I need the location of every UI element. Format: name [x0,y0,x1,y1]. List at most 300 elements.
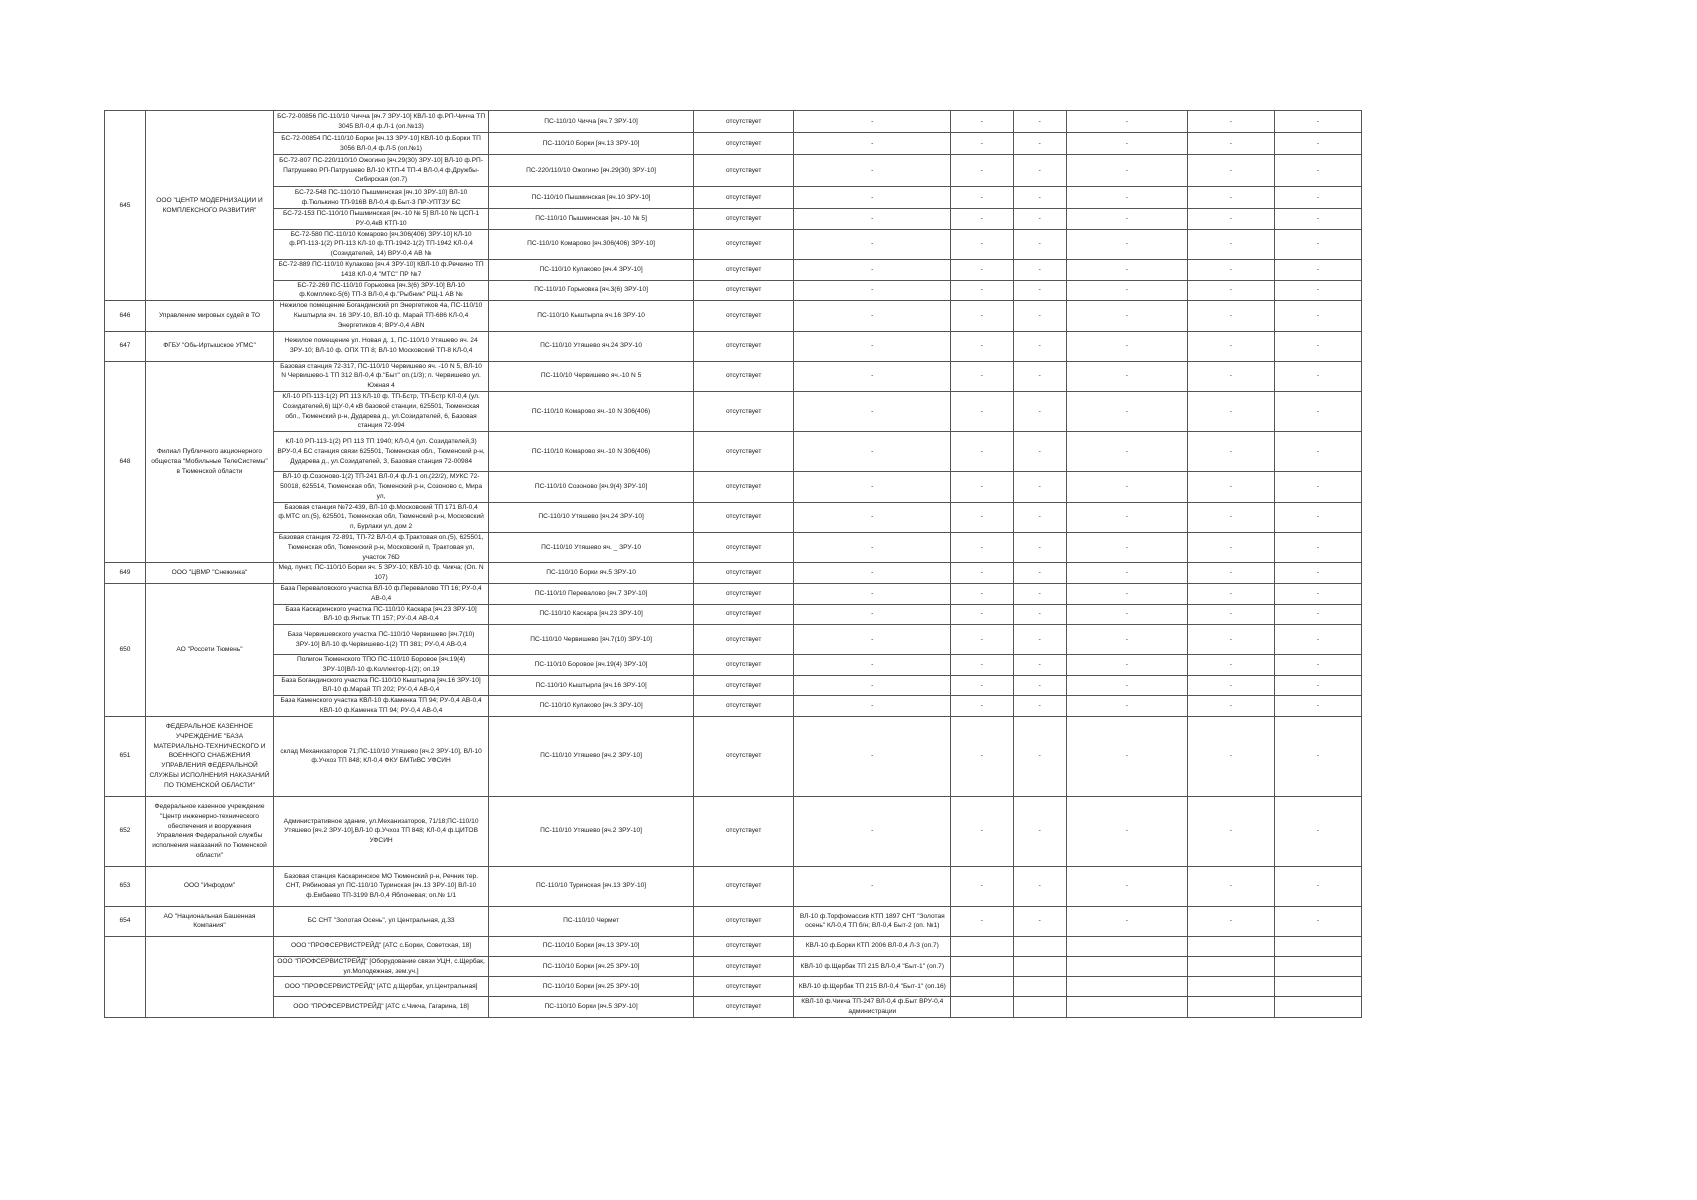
object-cell: Базовая станция 72-317, ПС-110/10 Червишево яч. -10 N 5, ВЛ-10 N Червишево-1 ТП 312 ВЛ-0,4 ф."Быт" оп.(1/3); п. Червишево ул. Южная 4 [274,361,489,391]
group-number-cell: 654 [105,906,146,936]
group-number-cell: 650 [105,583,146,716]
dash-cell: - [951,675,1013,696]
dash-cell: - [1187,866,1274,906]
group-number-cell: 648 [105,361,146,563]
status-cell: отсутствует [694,155,794,187]
substation-cell: ПС-110/10 Борки [яч.5 ЗРУ-10] [489,997,694,1018]
dash-cell: - [951,472,1013,502]
substation-cell: ПС-110/10 Пышминская [яч.-10 № 5] [489,209,694,230]
status-cell: отсутствует [694,936,794,956]
line-cell: - [794,655,951,676]
substation-cell: ПС-110/10 Борки [яч.13 ЗРУ-10] [489,133,694,155]
dash-cell: - [951,696,1013,717]
dash-cell: - [1274,209,1361,230]
status-cell: отсутствует [694,502,794,532]
table-row [105,696,1362,717]
organization-cell: ООО "ЦЕНТР МОДЕРНИЗАЦИИ И КОМПЛЕКСНОГО РАЗВИТИЯ" [145,111,273,301]
line-cell: - [794,111,951,133]
status-cell: отсутствует [694,866,794,906]
dash-cell [1013,997,1066,1018]
line-cell: - [794,563,951,584]
line-cell: - [794,432,951,472]
dash-cell: - [951,563,1013,584]
table-row [105,936,1362,956]
group-number-cell [105,936,146,1017]
substation-cell: ПС-110/10 Утяшево яч. _ ЗРУ-10 [489,532,694,562]
object-cell: БС-72-00856 ПС-110/10 Чичча [яч.7 ЗРУ-10] КВЛ-10 ф.РП-Чичча ТП 3045 ВЛ-0,4 ф.Л-1 (оп.№13) [274,111,489,133]
dash-cell: - [1013,866,1066,906]
dash-cell: - [1187,229,1274,259]
dash-cell: - [1187,502,1274,532]
object-cell: Базовая станция Каскаринское МО Тюменский р-н, Речник тер. СНТ, Рябиновая ул ПС-110/10 Туринская [яч.13 ЗРУ-10] ВЛ-10 ф.Ембаево ТП-3199 ВЛ-0,4 Яблоневая; оп.№ 1/1 [274,866,489,906]
status-cell: отсутствует [694,696,794,717]
dash-cell: - [1274,187,1361,209]
dash-cell: - [1013,187,1066,209]
dash-cell [1066,956,1187,977]
dash-cell: - [1187,655,1274,676]
dash-cell: - [1187,391,1274,431]
dash-cell [1013,956,1066,977]
table-row [105,675,1362,696]
dash-cell: - [951,866,1013,906]
dash-cell: - [1274,301,1361,331]
dash-cell: - [1066,532,1187,562]
dash-cell: - [1066,432,1187,472]
dash-cell: - [1013,432,1066,472]
dash-cell: - [1013,361,1066,391]
substation-cell: ПС-110/10 Червишево [яч.7(10) ЗРУ-10] [489,625,694,655]
dash-cell: - [1066,280,1187,301]
dash-cell: - [951,906,1013,936]
line-cell: - [794,866,951,906]
line-cell: - [794,472,951,502]
status-cell: отсутствует [694,187,794,209]
dash-cell: - [1066,696,1187,717]
dash-cell: - [1187,796,1274,866]
dash-cell [1066,977,1187,997]
dash-cell: - [1066,155,1187,187]
organization-cell: АО "Россети Тюмень" [145,583,273,716]
organization-cell: Федеральное казенное учреждение "Центр инженерно-технического обеспечения и вооружения Управления Федеральной службы исполнения наказаний по Тюменской области" [145,796,273,866]
status-cell: отсутствует [694,563,794,584]
substation-cell: ПС-110/10 Боровое [яч.19(4) ЗРУ-10] [489,655,694,676]
object-cell: База Каменского участка КВЛ-10 ф.Каменка ТП 94; РУ-0,4 АВ-0,4 КВЛ-10 ф.Каменка ТП 94; РУ-0,4 АВ-0,4 [274,696,489,717]
dash-cell: - [1013,532,1066,562]
dash-cell: - [1066,716,1187,796]
table-row [105,604,1362,625]
dash-cell: - [1066,361,1187,391]
dash-cell: - [1187,432,1274,472]
status-cell: отсутствует [694,133,794,155]
group-number-cell: 651 [105,716,146,796]
substation-cell: ПС-110/10 Пышминская [яч.10 ЗРУ-10] [489,187,694,209]
organization-cell [145,936,273,1017]
dash-cell: - [1013,675,1066,696]
table-row [105,583,1362,604]
dash-cell: - [951,604,1013,625]
object-cell: База Переваловского участка ВЛ-10 ф.Перевалово ТП 16; РУ-0,4 АВ-0,4 [274,583,489,604]
group-number-cell: 653 [105,866,146,906]
dash-cell: - [1187,361,1274,391]
table-row [105,532,1362,562]
dash-cell: - [1187,675,1274,696]
dash-cell: - [1013,563,1066,584]
status-cell: отсутствует [694,331,794,361]
substation-cell: ПС-110/10 Комарово [яч.306(406) ЗРУ-10] [489,229,694,259]
status-cell: отсутствует [694,604,794,625]
object-cell: склад Механизаторов 71;ПС-110/10 Утяшево [яч.2 ЗРУ-10], ВЛ-10 ф.Учхоз ТП 848; КЛ-0,4 ФКУ БМТиВС УФСИН [274,716,489,796]
dash-cell: - [1187,906,1274,936]
substation-cell: ПС-110/10 Утяшево [яч.2 ЗРУ-10] [489,796,694,866]
status-cell: отсутствует [694,391,794,431]
substation-cell: ПС-110/10 Кыштырла [яч.16 ЗРУ-10] [489,675,694,696]
dash-cell [1274,956,1361,977]
object-cell: БС-72-269 ПС-110/10 Горьковка [яч.3(6) ЗРУ-10] ВЛ-10 ф.Комплекс-5(6) ТП-3 ВЛ-0,4 ф."Рыбник" РЩ-1 АВ № [274,280,489,301]
dash-cell: - [1066,502,1187,532]
substation-cell: ПС-110/10 Чичча [яч.7 ЗРУ-10] [489,111,694,133]
line-cell: - [794,229,951,259]
dash-cell: - [1013,259,1066,280]
substation-cell: ПС-110/10 Чермет [489,906,694,936]
table-row [105,625,1362,655]
table-row [105,259,1362,280]
line-cell: - [794,796,951,866]
table-row [105,432,1362,472]
object-cell: БС-72-548 ПС-110/10 Пышминская [яч.10 ЗРУ-10] ВЛ-10 ф.Тюлькино ТП-916В ВЛ-0,4 ф.Быт-3 ПР-УПТЗУ БС [274,187,489,209]
dash-cell: - [1013,111,1066,133]
substation-cell: ПС-110/10 Борки [яч.25 ЗРУ-10] [489,977,694,997]
organization-cell: ФГБУ "Обь-Иртышское УГМС" [145,331,273,361]
dash-cell: - [1013,583,1066,604]
object-cell: БС СНТ "Золотая Осень", ул Центральная, д.33 [274,906,489,936]
dash-cell: - [1274,625,1361,655]
table-row [105,361,1362,391]
dash-cell: - [1274,432,1361,472]
substation-cell: ПС-110/10 Созоново [яч.9(4) ЗРУ-10] [489,472,694,502]
status-cell: отсутствует [694,906,794,936]
dash-cell: - [1066,563,1187,584]
dash-cell: - [1066,796,1187,866]
table-row [105,716,1362,796]
dash-cell: - [1066,472,1187,502]
dash-cell: - [951,625,1013,655]
dash-cell: - [1013,604,1066,625]
status-cell: отсутствует [694,796,794,866]
dash-cell: - [1274,532,1361,562]
status-cell: отсутствует [694,977,794,997]
group-number-cell: 649 [105,563,146,584]
dash-cell: - [1274,583,1361,604]
status-cell: отсутствует [694,472,794,502]
table-row [105,187,1362,209]
line-cell: - [794,133,951,155]
registry-table [104,110,1362,1018]
dash-cell: - [1066,906,1187,936]
dash-cell: - [1066,111,1187,133]
dash-cell: - [1274,675,1361,696]
dash-cell: - [1187,133,1274,155]
dash-cell: - [951,532,1013,562]
organization-cell: ООО "ЦВМР "Снежинка" [145,563,273,584]
object-cell: ООО "ПРОФСЕРВИСТРЕЙД" [АТС с.Борки, Советская, 18] [274,936,489,956]
dash-cell: - [1187,111,1274,133]
dash-cell: - [1187,583,1274,604]
line-cell: - [794,187,951,209]
table-row [105,133,1362,155]
line-cell: - [794,532,951,562]
line-cell: КВЛ-10 ф.Борки КТП 2006 ВЛ-0,4 Л-3 (оп.7) [794,936,951,956]
dash-cell: - [1274,472,1361,502]
dash-cell: - [951,301,1013,331]
status-cell: отсутствует [694,259,794,280]
dash-cell: - [1066,187,1187,209]
table-row [105,956,1362,977]
substation-cell: ПС-110/10 Кулаково [яч.4 ЗРУ-10] [489,259,694,280]
dash-cell [1013,936,1066,956]
object-cell: Базовая станция №72-439, ВЛ-10 ф.Московский ТП 171 ВЛ-0,4 ф.МТС оп.(5), 625501, Тюменская обл, Тюменский р-н, Московский п, Бурлаки ул, дом 2 [274,502,489,532]
table-row [105,502,1362,532]
line-cell: - [794,259,951,280]
dash-cell: - [1274,133,1361,155]
dash-cell: - [1274,155,1361,187]
dash-cell: - [1013,906,1066,936]
dash-cell: - [951,583,1013,604]
dash-cell: - [1066,866,1187,906]
object-cell: ООО "ПРОФСЕРВИСТРЕЙД" [АТС д.Щербак, ул.Центральная] [274,977,489,997]
dash-cell: - [1187,716,1274,796]
dash-cell: - [1274,716,1361,796]
dash-cell [1013,977,1066,997]
dash-cell [951,936,1013,956]
line-cell: - [794,583,951,604]
organization-cell: Филиал Публичного акционерного общества "Мобильные ТелеСистемы" в Тюменской области [145,361,273,563]
table-row [105,563,1362,584]
object-cell: ВЛ-10 ф.Созоново-1(2) ТП-241 ВЛ-0,4 ф.Л-1 оп.(22/2), МУКС 72-50018, 625514, Тюменская обл, Тюменский р-н, Созоново с, Мира ул, [274,472,489,502]
table-row [105,655,1362,676]
line-cell: - [794,361,951,391]
dash-cell: - [1013,209,1066,230]
substation-cell: ПС-110/10 Кулаково [яч.3 ЗРУ-10] [489,696,694,717]
dash-cell: - [951,155,1013,187]
dash-cell: - [951,432,1013,472]
dash-cell: - [951,655,1013,676]
substation-cell: ПС-110/10 Комарово яч.-10 N 306(406) [489,391,694,431]
object-cell: КЛ-10 РП-113-1(2) РП 113 ТП 1940; КЛ-0,4 (ул. Созидателей,3) ВРУ-0,4 БС станция связи 625501, Тюменская обл., Тюменский р-н, Дударева д., ул.Созидателей, 3, Базовая станция 72-00984 [274,432,489,472]
substation-cell: ПС-110/10 Перевалово [яч.7 ЗРУ-10] [489,583,694,604]
dash-cell [951,977,1013,997]
substation-cell: ПС-110/10 Червишево яч.-10 N 5 [489,361,694,391]
dash-cell: - [1187,155,1274,187]
dash-cell: - [951,280,1013,301]
dash-cell: - [951,331,1013,361]
table-row [105,301,1362,331]
line-cell: - [794,625,951,655]
status-cell: отсутствует [694,655,794,676]
dash-cell [1274,936,1361,956]
dash-cell: - [951,361,1013,391]
line-cell: - [794,301,951,331]
dash-cell [1066,936,1187,956]
line-cell: - [794,209,951,230]
substation-cell: ПС-110/10 Горьковка [яч.3(6) ЗРУ-10] [489,280,694,301]
status-cell: отсутствует [694,583,794,604]
table-body [105,111,1362,1018]
dash-cell [1066,997,1187,1018]
dash-cell: - [1013,229,1066,259]
dash-cell: - [1187,301,1274,331]
dash-cell [1187,956,1274,977]
dash-cell: - [1066,301,1187,331]
line-cell: - [794,331,951,361]
dash-cell [951,997,1013,1018]
group-number-cell: 647 [105,331,146,361]
dash-cell [1187,997,1274,1018]
dash-cell: - [1274,280,1361,301]
object-cell: Базовая станция 72-891, ТП-72 ВЛ-0,4 ф.Трактовая оп.(5), 625501, Тюменская обл, Тюменский р-н, Московский п, Трактовая ул, участок 76D [274,532,489,562]
dash-cell: - [1066,675,1187,696]
dash-cell: - [1013,133,1066,155]
organization-cell: АО "Национальная Башенная Компания" [145,906,273,936]
line-cell: - [794,716,951,796]
dash-cell: - [951,111,1013,133]
dash-cell [951,956,1013,977]
object-cell: ООО "ПРОФСЕРВИСТРЕЙД" [Оборудование связи УЦН, с.Щербак, ул.Молодежная, зем.уч.] [274,956,489,977]
dash-cell: - [1013,716,1066,796]
status-cell: отсутствует [694,280,794,301]
dash-cell [1274,997,1361,1018]
object-cell: Нежилое помещение Богандинский рп Энергетиков 4а, ПС-110/10 Кыштырла яч. 16 ЗРУ-10, ВЛ-10 ф. Марай ТП-686 КЛ-0,4 Энергетиков 4; ВРУ-0,4 АВN [274,301,489,331]
line-cell: КВЛ-10 ф.Щербак ТП 215 ВЛ-0,4 "Быт-1" (оп.16) [794,977,951,997]
object-cell: КЛ-10 РП-113-1(2) РП 113 КЛ-10 ф. ТП-Бстр, ТП-Бстр КЛ-0,4 (ул. Созидателей,6) ЩУ-0,4 кВ базовой станции, 625501, Тюменская обл., Тюменский р-н, Дударева д., ул.Созидателей, 6, Базовая станция 72-994 [274,391,489,431]
organization-cell: ФЕДЕРАЛЬНОЕ КАЗЕННОЕ УЧРЕЖДЕНИЕ "БАЗА МАТЕРИАЛЬНО-ТЕХНИЧЕСКОГО И ВОЕННОГО СНАБЖЕНИЯ УПРАВЛЕНИЯ ФЕДЕРАЛЬНОЙ СЛУЖБЫ ИСПОЛНЕНИЯ НАКАЗАНИЙ ПО ТЮМЕНСКОЙ ОБЛАСТИ" [145,716,273,796]
line-cell: - [794,696,951,717]
status-cell: отсутствует [694,532,794,562]
dash-cell: - [1274,866,1361,906]
status-cell: отсутствует [694,956,794,977]
line-cell: - [794,502,951,532]
object-cell: БС-72-153 ПС-110/10 Пышминская [яч.-10 № 5] ВЛ-10 № ЦСП-1 РУ-0,4кВ КТП-10 [274,209,489,230]
object-cell: ООО "ПРОФСЕРВИСТРЕЙД" [АТС с.Чикча, Гагарина, 18] [274,997,489,1018]
line-cell: ВЛ-10 ф.Торфомассив КТП 1897 СНТ "Золотая осень" КЛ-0,4 ТП б/н; ВЛ-0,4 Быт-2 (оп. №1) [794,906,951,936]
line-cell: - [794,675,951,696]
dash-cell: - [1187,563,1274,584]
line-cell: КВЛ-10 ф.Чикча ТП-247 ВЛ-0,4 ф.Быт ВРУ-0,4 администрации [794,997,951,1018]
organization-cell: Управление мировых судей в ТО [145,301,273,331]
table-row [105,111,1362,133]
status-cell: отсутствует [694,716,794,796]
dash-cell: - [1187,532,1274,562]
group-number-cell: 646 [105,301,146,331]
dash-cell: - [951,229,1013,259]
object-cell: Административное здание, ул.Механизаторов, 71/18;ПС-110/10 Утяшево [яч.2 ЗРУ-10],ВЛ-10 ф.Учхоз ТП 848; КЛ-0,4 ф.ЦИТОВ УФСИН [274,796,489,866]
dash-cell [1274,977,1361,997]
dash-cell: - [951,187,1013,209]
object-cell: База Червишевского участка ПС-110/10 Червишево [яч.7(10) ЗРУ-10] ВЛ-10 ф.Червишево-1(2) ТП 381; РУ-0,4 АВ-0,4 [274,625,489,655]
status-cell: отсутствует [694,209,794,230]
dash-cell: - [1274,796,1361,866]
substation-cell: ПС-110/10 Борки яч.5 ЗРУ-10 [489,563,694,584]
object-cell: БС-72-00854 ПС-110/10 Борки [яч.13 ЗРУ-10] КВЛ-10 ф.Борки ТП 3056 ВЛ-0,4 ф.Л-5 (оп.№1) [274,133,489,155]
dash-cell: - [1066,625,1187,655]
line-cell: - [794,604,951,625]
object-cell: Мед. пункт, ПС-110/10 Борки яч. 5 ЗРУ-10; КВЛ-10 ф. Чикча; (Оп. N 107) [274,563,489,584]
dash-cell: - [951,391,1013,431]
group-number-cell: 645 [105,111,146,301]
object-cell: База Богандинского участка ПС-110/10 Кыштырла [яч.16 ЗРУ-10] ВЛ-10 ф.Марай ТП 202; РУ-0,4 АВ-0,4 [274,675,489,696]
table-row [105,391,1362,431]
dash-cell: - [1013,472,1066,502]
status-cell: отсутствует [694,432,794,472]
dash-cell: - [1066,331,1187,361]
dash-cell: - [1013,502,1066,532]
dash-cell: - [1187,259,1274,280]
dash-cell: - [1187,625,1274,655]
substation-cell: ПС-110/10 Борки [яч.13 ЗРУ-10] [489,936,694,956]
status-cell: отсутствует [694,997,794,1018]
dash-cell: - [951,796,1013,866]
substation-cell: ПС-110/10 Туринская [яч.13 ЗРУ-10] [489,866,694,906]
dash-cell: - [1274,604,1361,625]
table-row [105,209,1362,230]
dash-cell: - [1274,331,1361,361]
substation-cell: ПС-110/10 Борки [яч.25 ЗРУ-10] [489,956,694,977]
object-cell: Нежилое помещение ул. Новая д. 1, ПС-110/10 Утяшево яч. 24 ЗРУ-10; ВЛ-10 ф. ОПХ ТП 8; ВЛ-10 Московский ТП-8 КЛ-0,4 [274,331,489,361]
dash-cell: - [1274,655,1361,676]
dash-cell: - [1187,604,1274,625]
status-cell: отсутствует [694,625,794,655]
dash-cell: - [1187,331,1274,361]
object-cell: Полигон Тюменского ТПО ПС-110/10 Боровое [яч.19(4) ЗРУ-10]ВЛ-10 ф.Коллектор-1(2); оп.19 [274,655,489,676]
line-cell: - [794,391,951,431]
dash-cell: - [951,716,1013,796]
object-cell: БС-72-889 ПС-110/10 Кулаково [яч.4 ЗРУ-10] КВЛ-10 ф.Речкино ТП 1418 КЛ-0,4 "МТС" ПР №7 [274,259,489,280]
status-cell: отсутствует [694,111,794,133]
dash-cell: - [1187,696,1274,717]
dash-cell: - [1274,111,1361,133]
dash-cell: - [1013,696,1066,717]
dash-cell [1187,936,1274,956]
object-cell: БС-72-807 ПС-220/110/10 Ожогино [яч.29(30) ЗРУ-10] ВЛ-10 ф.РП-Патрушево РП-Патрушево ВЛ-10 КТП-4 ТП-4 ВЛ-0,4 ф.Дружбы-Сибирская (оп.7) [274,155,489,187]
line-cell: - [794,280,951,301]
dash-cell: - [1274,229,1361,259]
substation-cell: ПС-110/10 Каскара [яч.23 ЗРУ-10] [489,604,694,625]
table-row [105,796,1362,866]
table-row [105,331,1362,361]
substation-cell: ПС-110/10 Утяшево яч.24 ЗРУ-10 [489,331,694,361]
dash-cell: - [1013,331,1066,361]
substation-cell: ПС-110/10 Утяшево [яч.24 ЗРУ-10] [489,502,694,532]
table-row [105,866,1362,906]
dash-cell: - [1274,259,1361,280]
object-cell: БС-72-580 ПС-110/10 Комарово [яч.306(406) ЗРУ-10] КЛ-10 ф.РП-113-1(2) РП-113 КЛ-10 ф.ТП-1942-1(2) ТП-1942 КЛ-0,4 (Созидателей, 14) ВРУ-0,4 АВ № [274,229,489,259]
table-row [105,472,1362,502]
dash-cell: - [951,133,1013,155]
status-cell: отсутствует [694,301,794,331]
table-row [105,906,1362,936]
dash-cell: - [1013,391,1066,431]
line-cell: КВЛ-10 ф.Щербак ТП 215 ВЛ-0,4 "Быт-1" (оп.7) [794,956,951,977]
dash-cell: - [1013,301,1066,331]
dash-cell: - [951,259,1013,280]
substation-cell: ПС-110/10 Утяшево [яч.2 ЗРУ-10] [489,716,694,796]
dash-cell: - [1274,906,1361,936]
dash-cell: - [1066,655,1187,676]
status-cell: отсутствует [694,361,794,391]
dash-cell: - [1066,259,1187,280]
status-cell: отсутствует [694,675,794,696]
table-row [105,280,1362,301]
dash-cell: - [1187,280,1274,301]
